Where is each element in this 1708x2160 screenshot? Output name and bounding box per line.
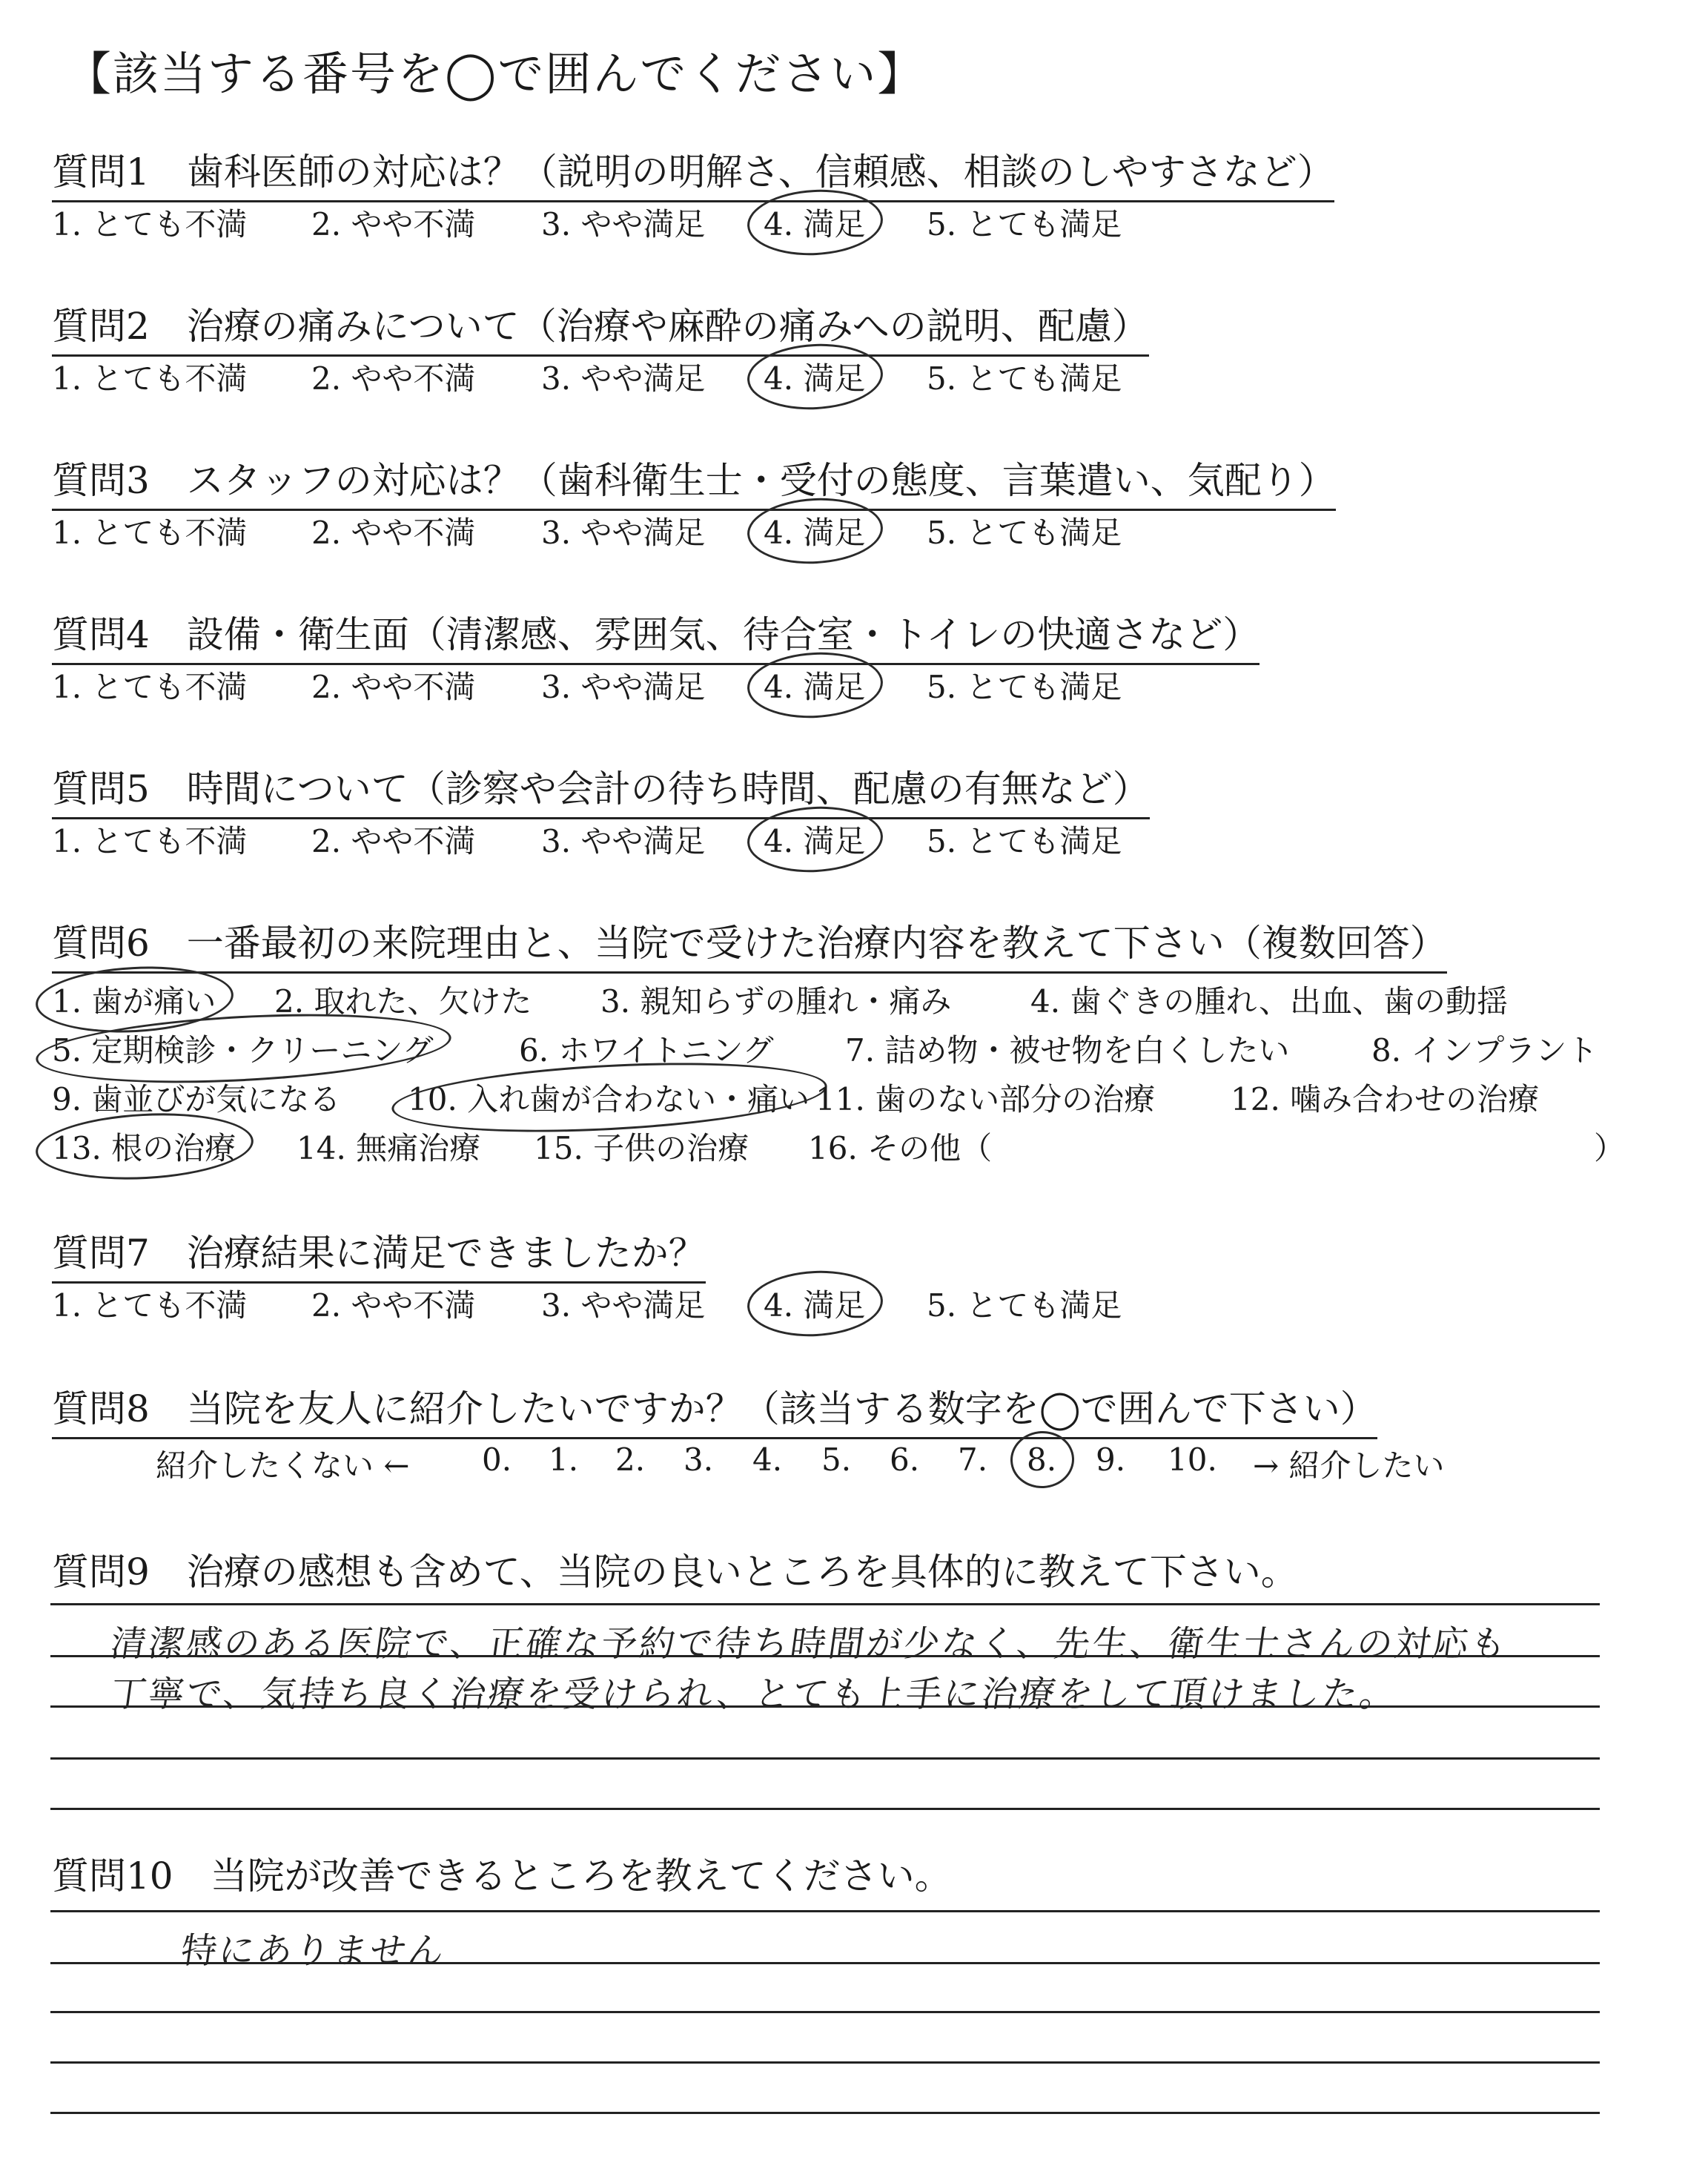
- q8-number-9[interactable]: 9.: [1096, 1441, 1126, 1478]
- q6-option-10[interactable]: 10. 入れ歯が合わない・痛い: [408, 1075, 810, 1120]
- q7-option-2[interactable]: 2. やや不満: [311, 1287, 476, 1324]
- q6-option-4[interactable]: 4. 歯ぐきの腫れ、出血、歯の動揺: [1030, 983, 1508, 1020]
- answer-line: [50, 2061, 1600, 2064]
- q1-option-5[interactable]: 5. とても満足: [927, 206, 1122, 242]
- q4-option-5[interactable]: 5. とても満足: [927, 669, 1122, 705]
- question-4-title: 質問4 設備・衛生面（清潔感、雰囲気、待合室・トイレの快適さなど）: [52, 605, 1260, 665]
- q2-option-1[interactable]: 1. とても不満: [52, 360, 248, 397]
- q1-option-2[interactable]: 2. やや不満: [311, 206, 476, 242]
- q8-left-label: 紹介したくない ←: [156, 1447, 410, 1484]
- q7-option-1[interactable]: 1. とても不満: [52, 1287, 248, 1324]
- question-9-title: 質問9 治療の感想も含めて、当院の良いところを具体的に教えて下さい。: [52, 1550, 1298, 1593]
- q3-option-3[interactable]: 3. やや満足: [541, 515, 706, 551]
- q7-option-3[interactable]: 3. やや満足: [541, 1287, 706, 1324]
- q6-option-9[interactable]: 9. 歯並びが気になる: [52, 1081, 341, 1117]
- answer-line: [50, 1655, 1600, 1657]
- q6-option-11[interactable]: 11. 歯のない部分の治療: [815, 1081, 1156, 1117]
- q6-option-15[interactable]: 15. 子供の治療: [534, 1130, 749, 1166]
- q3-option-2[interactable]: 2. やや不満: [311, 515, 476, 551]
- q6-option-6[interactable]: 6. ホワイトニング: [519, 1032, 774, 1069]
- q5-option-4[interactable]: 4. 満足: [764, 817, 865, 862]
- q2-option-2[interactable]: 2. やや不満: [311, 360, 476, 397]
- q2-option-5[interactable]: 5. とても満足: [927, 360, 1122, 397]
- answer-line: [50, 1962, 1600, 1964]
- question-7-title: 質問7 治療結果に満足できましたか？: [52, 1223, 706, 1284]
- answer-line: [50, 1910, 1600, 1912]
- q8-number-0[interactable]: 0.: [482, 1441, 512, 1478]
- answer-line: [50, 2011, 1600, 2013]
- q8-number-2[interactable]: 2.: [615, 1441, 646, 1478]
- q4-option-4[interactable]: 4. 満足: [764, 663, 865, 707]
- answer-line: [50, 2112, 1600, 2114]
- q8-number-10[interactable]: 10.: [1168, 1441, 1217, 1478]
- q9-handwritten-answer-2: 丁寧で、気持ち良く治療を受けられ、とても上手に治療をして頂けました。: [107, 1674, 1401, 1715]
- q5-option-1[interactable]: 1. とても不満: [52, 823, 248, 859]
- q6-option-1[interactable]: 1. 歯が痛い: [52, 977, 216, 1022]
- answer-line: [50, 1808, 1600, 1810]
- question-8-title: 質問8 当院を友人に紹介したいですか？（該当する数字を◯で囲んで下さい）: [52, 1379, 1377, 1439]
- question-5-title: 質問5 時間について（診察や会計の待ち時間、配慮の有無など）: [52, 759, 1150, 819]
- q3-option-4[interactable]: 4. 満足: [764, 509, 865, 553]
- q6-option-13[interactable]: 13. 根の治療: [52, 1124, 236, 1169]
- q9-handwritten-answer-1: 清潔感のある医院で、正確な予約で待ち時間が少なく、先生、衛生士さんの対応も: [107, 1623, 1512, 1665]
- question-2-title: 質問2 治療の痛みについて（治療や麻酔の痛みへの説明、配慮）: [52, 297, 1149, 357]
- answer-line: [50, 1757, 1600, 1760]
- q1-option-1[interactable]: 1. とても不満: [52, 206, 248, 242]
- q7-option-5[interactable]: 5. とても満足: [927, 1287, 1122, 1324]
- q6-option-8[interactable]: 8. インプラント: [1371, 1032, 1598, 1069]
- answer-line: [50, 1705, 1600, 1708]
- q6-option-7[interactable]: 7. 詰め物・被せ物を白くしたい: [845, 1032, 1290, 1069]
- q5-option-2[interactable]: 2. やや不満: [311, 823, 476, 859]
- q6-option-16[interactable]: 16. その他（: [808, 1130, 993, 1166]
- q4-option-3[interactable]: 3. やや満足: [541, 669, 706, 705]
- q1-option-4[interactable]: 4. 満足: [764, 200, 865, 245]
- q5-option-3[interactable]: 3. やや満足: [541, 823, 706, 859]
- q8-number-1[interactable]: 1.: [549, 1441, 579, 1478]
- q7-option-4[interactable]: 4. 満足: [764, 1281, 865, 1326]
- q8-number-5[interactable]: 5.: [821, 1441, 852, 1478]
- q8-number-3[interactable]: 3.: [683, 1441, 714, 1478]
- question-6-title: 質問6 一番最初の来院理由と、当院で受けた治療内容を教えて下さい（複数回答）: [52, 914, 1447, 974]
- q8-number-4[interactable]: 4.: [752, 1441, 783, 1478]
- q10-handwritten-answer: 特にありません: [178, 1930, 449, 1972]
- q6-option-14[interactable]: 14. 無痛治療: [297, 1130, 481, 1166]
- q8-number-6[interactable]: 6.: [890, 1441, 920, 1478]
- q5-option-5[interactable]: 5. とても満足: [927, 823, 1122, 859]
- q4-option-1[interactable]: 1. とても不満: [52, 669, 248, 705]
- question-3-title: 質問3 スタッフの対応は？（歯科衛生士・受付の態度、言葉遣い、気配り）: [52, 451, 1336, 511]
- q8-right-label: → 紹介したい: [1253, 1447, 1445, 1484]
- q3-option-5[interactable]: 5. とても満足: [927, 515, 1122, 551]
- q6-option-3[interactable]: 3. 親知らずの腫れ・痛み: [600, 983, 952, 1020]
- q8-number-7[interactable]: 7.: [958, 1441, 988, 1478]
- page-title: 【該当する番号を◯で囲んでください】: [65, 47, 925, 101]
- q8-number-8[interactable]: 8.: [1027, 1441, 1057, 1478]
- q2-option-4[interactable]: 4. 満足: [764, 354, 865, 399]
- q6-option-12[interactable]: 12. 噛み合わせの治療: [1231, 1081, 1540, 1117]
- q2-option-3[interactable]: 3. やや満足: [541, 360, 706, 397]
- question-1-title: 質問1 歯科医師の対応は？（説明の明解さ、信頼感、相談のしやすさなど）: [52, 142, 1334, 202]
- q1-option-3[interactable]: 3. やや満足: [541, 206, 706, 242]
- answer-line: [50, 1603, 1600, 1605]
- q3-option-1[interactable]: 1. とても不満: [52, 515, 248, 551]
- q4-option-2[interactable]: 2. やや不満: [311, 669, 476, 705]
- question-10-title: 質問10 当院が改善できるところを教えてください。: [52, 1855, 952, 1898]
- q6-option-5[interactable]: 5. 定期検診・クリーニング: [52, 1026, 434, 1071]
- q6-option-16-close: ）: [1594, 1130, 1626, 1166]
- q6-option-2[interactable]: 2. 取れた、欠けた: [274, 983, 532, 1020]
